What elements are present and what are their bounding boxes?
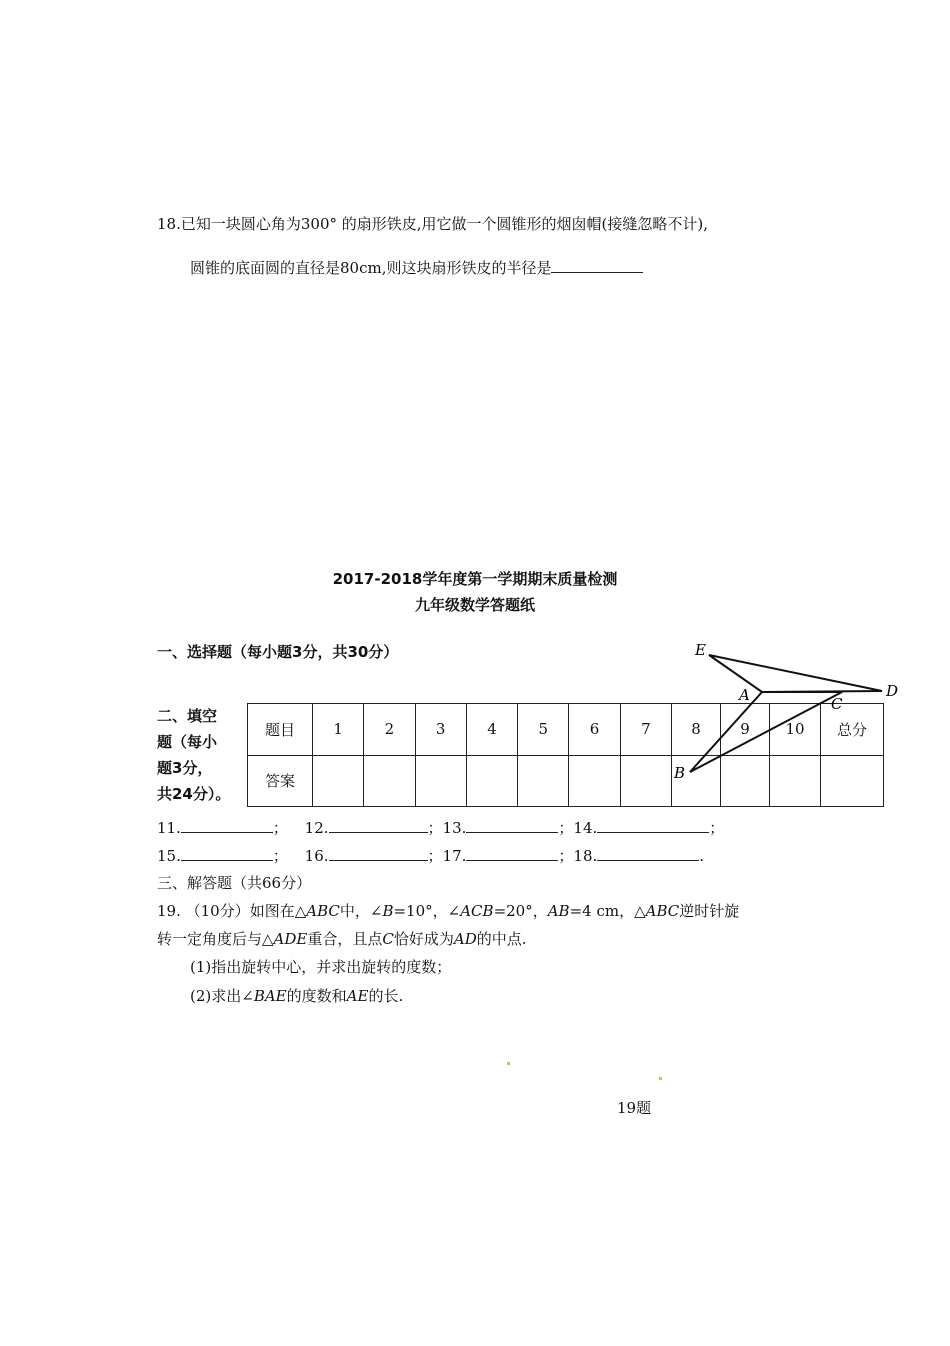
section2-line: 题3分，: [157, 759, 213, 777]
fill-number: 15.: [157, 847, 181, 865]
separator: ；: [558, 847, 574, 865]
table-header-cell: 4: [466, 704, 517, 756]
q19-var: AB: [547, 902, 570, 920]
page-title: 2017-2018学年度第一学期期末质量检测: [332, 570, 618, 588]
answer-blank-15[interactable]: [181, 846, 273, 861]
q19-text: 逆时针旋: [679, 902, 740, 920]
table-header-cell: 题目: [248, 704, 313, 756]
fill-row-1: [157, 817, 724, 838]
q19-var: ABC: [306, 902, 340, 920]
label-d: D: [886, 682, 899, 700]
q19-text: 重合，且点: [307, 930, 383, 948]
figure-caption: 19题: [617, 1099, 652, 1117]
label-e: E: [695, 641, 706, 659]
q18-line2: [190, 257, 643, 278]
answer-cell[interactable]: [313, 755, 364, 807]
triangle-abc: [690, 692, 842, 772]
section2-line: 共24分）。: [157, 785, 231, 803]
separator: ；: [427, 819, 443, 837]
table-header-cell: 8: [672, 704, 721, 756]
q19-text: 恰好成为: [393, 930, 454, 948]
table-header-cell: 6: [569, 704, 620, 756]
table-header-cell: 2: [364, 704, 415, 756]
separator: ；: [272, 847, 288, 865]
q18-line1: 18.已知一块圆心角为300° 的扇形铁皮,用它做一个圆锥形的烟囱帽(接缝忽略不计),: [157, 215, 708, 233]
q19-var: ABC: [645, 902, 680, 920]
answer-blank-11[interactable]: [181, 818, 273, 833]
section2-heading: [157, 703, 230, 807]
q19-var: AD: [453, 930, 477, 948]
fill-number: 18.: [573, 847, 598, 865]
q19-text: 中，∠: [339, 902, 383, 920]
fill-number: 11.: [157, 819, 181, 837]
q19-text: 转一定角度后与△: [157, 930, 274, 948]
answer-cell[interactable]: [364, 755, 415, 807]
q19-sub2: [190, 985, 403, 1006]
label-b: B: [674, 764, 686, 782]
fill-number: 12.: [304, 819, 329, 837]
speck: [507, 1062, 510, 1065]
fill-number: 16.: [304, 847, 329, 865]
q19-var: ACB: [460, 902, 494, 920]
q19-sub1: (1)指出旋转中心，并求出旋转的度数；: [190, 958, 452, 976]
answer-cell[interactable]: [466, 755, 517, 807]
q19-var: C: [382, 930, 394, 948]
answer-cell[interactable]: [415, 755, 466, 807]
section1-heading: 一、选择题（每小题3分，共30分）: [157, 643, 399, 661]
q19-line2: [157, 928, 527, 949]
fill-row-2: [157, 845, 704, 866]
answer-cell[interactable]: [518, 755, 569, 807]
table-header-cell: 7: [620, 704, 671, 756]
q19-text: 的度数和: [286, 987, 347, 1005]
section2-line: 二、填空: [157, 707, 218, 725]
table-header-cell: 9: [721, 704, 770, 756]
separator: ；: [272, 819, 288, 837]
q19-text: =10°，∠: [393, 902, 461, 920]
separator: ；: [558, 819, 574, 837]
q19-text: =20°，: [493, 902, 548, 920]
triangle-figure: [660, 632, 910, 782]
table-header-cell: 总分: [821, 704, 884, 756]
answer-blank-14[interactable]: [597, 818, 709, 833]
answer-blank-16[interactable]: [329, 846, 428, 861]
fill-number: 14.: [573, 819, 598, 837]
q19-text: 的长.: [368, 987, 404, 1005]
table-header-cell: 10: [770, 704, 821, 756]
section2-line: 题（每小: [157, 733, 218, 751]
q19-var: ADE: [273, 930, 308, 948]
q19-text: =4 cm，△: [569, 902, 646, 920]
answer-cell[interactable]: [569, 755, 620, 807]
answer-blank-18[interactable]: [597, 846, 699, 861]
q18-line2-text: 圆锥的底面圆的直径是80cm,则这块扇形铁皮的半径是: [190, 259, 552, 277]
q19-var: AE: [346, 987, 369, 1005]
q19-var: B: [382, 902, 394, 920]
label-c: C: [831, 695, 843, 713]
section3-heading: 三、解答题（共66分）: [157, 874, 312, 892]
q19-var: BAE: [253, 987, 287, 1005]
table-row-label: 答案: [248, 755, 313, 807]
answer-blank-12[interactable]: [329, 818, 428, 833]
table-header-cell: 5: [518, 704, 569, 756]
label-a: A: [739, 686, 750, 704]
q18-answer-blank[interactable]: [551, 258, 643, 273]
fill-number: 17.: [442, 847, 467, 865]
table-header-cell: 3: [415, 704, 466, 756]
answer-blank-13[interactable]: [466, 818, 558, 833]
separator: ；: [709, 819, 725, 837]
q19-text: (2)求出∠: [190, 987, 254, 1005]
q19-line1: [157, 900, 739, 921]
speck: [659, 1077, 662, 1080]
fill-number: 13.: [442, 819, 467, 837]
q19-text: 的中点.: [476, 930, 527, 948]
q19-text: 19. （10分）如图在△: [157, 902, 307, 920]
page-subtitle: 九年级数学答题纸: [414, 596, 535, 614]
triangle-ade: [709, 655, 882, 692]
period: .: [699, 847, 705, 865]
table-header-cell: 1: [313, 704, 364, 756]
separator: ；: [427, 847, 443, 865]
answer-blank-17[interactable]: [466, 846, 558, 861]
